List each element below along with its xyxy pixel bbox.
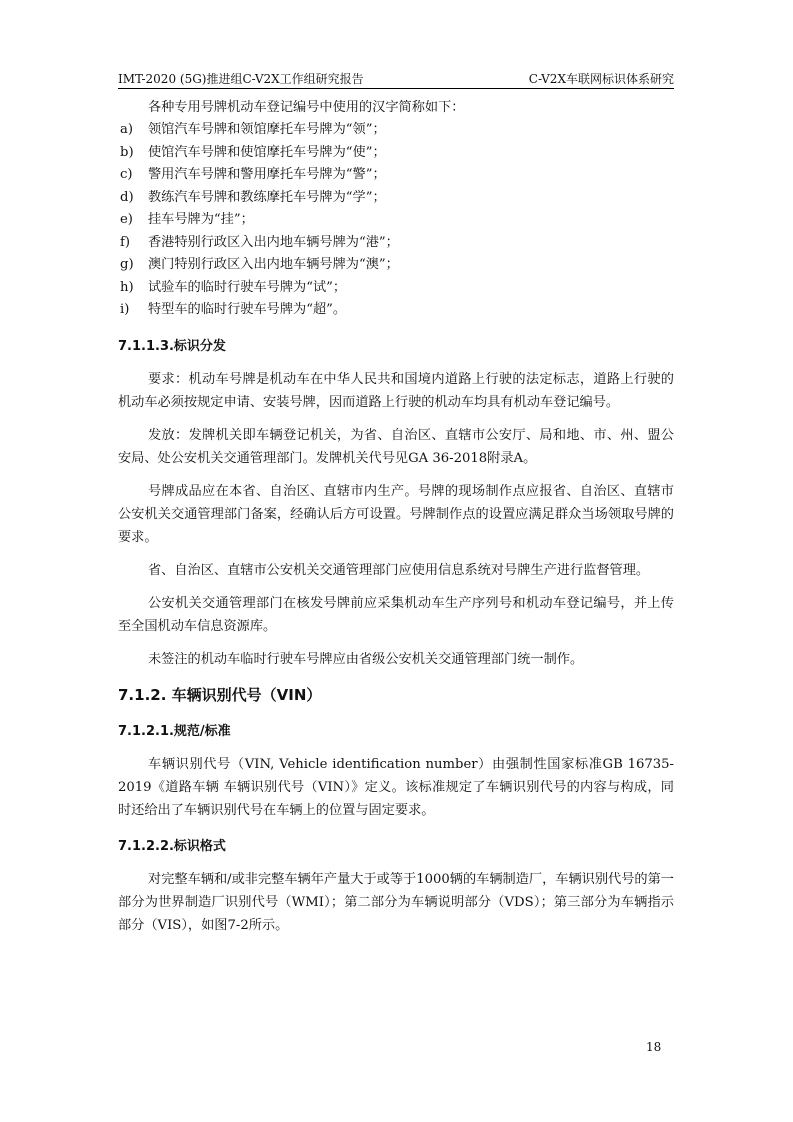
list-item: [118, 209, 674, 232]
list-item: [118, 119, 674, 142]
list-item-text: 教练汽车号牌和教练摩托车号牌为“学”；: [148, 189, 386, 205]
paragraph-vin-standard: 车辆识别代号（VIN, Vehicle identification number）由强制性国家标准GB 16735-2019《道路车辆 车辆识别代号（VIN）》定义。该标准规定了车辆识别代号的内容与构成，同时还给出了车辆识别代号在车辆上的位置与固定要求。: [118, 756, 674, 818]
list-intro: 各种专用号牌机动车登记编号中使用的汉字简称如下：: [148, 100, 465, 115]
list-item: [118, 277, 674, 300]
list-marker: i): [120, 302, 130, 317]
header-right-title: C-V2X车联网标识体系研究: [528, 72, 674, 86]
paragraph-collection: 公安机关交通管理部门在核发号牌前应采集机动车生产序列号和机动车登记编号，并上传至全国机动车信息资源库。: [118, 595, 674, 634]
list-item: [118, 299, 674, 322]
list-marker: d): [120, 189, 134, 205]
section-heading-7121: 7.1.2.1.规范/标准: [118, 723, 231, 739]
list-item: [118, 232, 674, 255]
section-heading-712: 7.1.2. 车辆识别代号（VIN）: [118, 685, 322, 704]
paragraph-supervision: 省、自治区、直辖市公安机关交通管理部门应使用信息系统对号牌生产进行监督管理。: [148, 562, 650, 578]
list-item: [118, 254, 674, 277]
list-marker: h): [120, 279, 134, 295]
list-item-text: 香港特别行政区入出内地车辆号牌为“港”；: [148, 234, 399, 250]
list-marker: g): [120, 257, 134, 272]
list-item: [118, 164, 674, 187]
list-marker: f): [120, 234, 131, 250]
paragraph-vin-format: 对完整车辆和/或非完整车辆年产量大于或等于1000辆的车辆制造厂，车辆识别代号的第一部分为世界制造厂识别代号（WMI）；第二部分为车辆说明部分（VDS）；第三部分为车辆指示部分（VIS），如图7-2所示。: [118, 871, 674, 933]
list-item-text: 警用汽车号牌和警用摩托车号牌为“警”；: [148, 167, 386, 182]
header-left-title: IMT-2020 (5G)推进组C-V2X工作组研究报告: [118, 72, 364, 86]
list-item: [118, 142, 674, 165]
list-item-text: 试验车的临时行驶车号牌为“试”；: [148, 279, 347, 295]
list-marker: b): [120, 144, 134, 160]
list-item-text: 领馆汽车号牌和领馆摩托车号牌为“领”；: [148, 122, 386, 137]
list-item-text: 使馆汽车号牌和使馆摩托车号牌为“使”；: [148, 144, 386, 160]
section-heading-7122: 7.1.2.2.标识格式: [118, 838, 226, 854]
paragraph-issuance: 发放：发牌机关即车辆登记机关，为省、自治区、直辖市公安厅、局和地、市、州、盟公安局、处公安机关交通管理部门。发牌机关代号见GA 36-2018附录A。: [118, 427, 674, 466]
abbreviation-list: [118, 119, 674, 322]
list-item-text: 挂车号牌为“挂”；: [148, 212, 254, 227]
page-number: 18: [646, 1040, 662, 1054]
list-marker: c): [120, 167, 133, 182]
list-item-text: 特型车的临时行驶车号牌为“超”。: [148, 302, 347, 317]
paragraph-requirement: 要求：机动车号牌是机动车在中华人民共和国境内道路上行驶的法定标志，道路上行驶的机动车必须按规定申请、安装号牌，因而道路上行驶的机动车均具有机动车登记编号。: [118, 371, 674, 410]
page-content: [118, 92, 674, 937]
paragraph-temporary-plate: 未签注的机动车临时行驶车号牌应由省级公安机关交通管理部门统一制作。: [148, 651, 584, 667]
paragraph-production: 号牌成品应在本省、自治区、直辖市内生产。号牌的现场制作点应报省、自治区、直辖市公安机关交通管理部门备案，经确认后方可设置。号牌制作点的设置应满足群众当场领取号牌的要求。: [118, 483, 674, 545]
list-item: [118, 187, 674, 210]
list-marker: a): [120, 122, 134, 137]
list-marker: e): [120, 212, 133, 227]
page-header: [118, 66, 674, 89]
section-heading-7113: 7.1.1.3.标识分发: [118, 338, 226, 354]
list-item-text: 澳门特别行政区入出内地车辆号牌为“澳”；: [148, 257, 399, 272]
